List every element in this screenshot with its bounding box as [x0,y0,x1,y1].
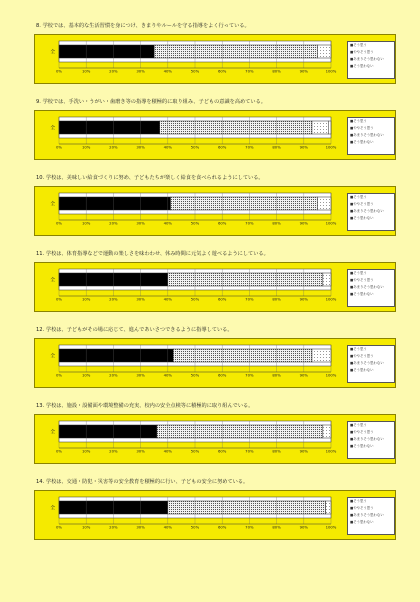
x-tick-label: 10% [81,372,91,378]
x-tick-label: 50% [190,296,200,302]
chart-panel [34,414,396,464]
x-tick-label: 40% [163,448,173,454]
legend-item: ■そう思う [350,499,367,503]
stacked-bar-chart [35,187,395,235]
x-tick-label: 30% [136,68,145,74]
legend-item: ■あまりそう思わない [350,209,384,213]
legend-item: ■ややそう思う [350,354,374,358]
bar-segment-2 [160,121,312,134]
chart-legend [347,269,395,307]
x-tick-label: 50% [190,68,200,74]
x-tick-label: 70% [245,296,254,302]
bar-segment-1 [59,349,173,362]
chart-legend [347,345,395,383]
x-tick-label: 80% [272,524,281,530]
x-tick-label: 70% [245,372,254,378]
bar-segment-1 [59,45,154,58]
x-tick-label: 0% [55,448,63,454]
x-tick-label: 90% [299,448,309,454]
x-tick-label: 100% [325,524,337,530]
question-title: 8. 学校では、基本的な生活習慣を身につけ、きまりやルールを守る指導をよく行っている。 [36,23,250,29]
bar-segment-3 [326,501,331,514]
x-tick-label: 50% [190,448,200,454]
x-tick-label: 30% [136,220,145,226]
x-tick-label: 50% [190,220,200,226]
x-tick-label: 60% [217,144,227,150]
bar-segment-3 [317,45,331,58]
legend-item: ■そう思う [350,271,367,275]
chart-legend [347,41,395,79]
category-label: 全 [50,278,55,283]
x-tick-label: 40% [163,220,173,226]
x-tick-label: 10% [81,524,91,530]
chart-panel [34,490,396,540]
legend-item: ■あまりそう思わない [350,361,384,365]
stacked-bar-chart [35,415,395,463]
legend-item: ■そう思わない [350,292,374,296]
x-tick-label: 10% [81,448,91,454]
x-tick-label: 10% [81,296,91,302]
x-tick-label: 70% [245,220,254,226]
question-title: 12. 学校は、子どもがその場に応じて、進んであいさつできるように指導している。 [36,327,233,333]
x-tick-label: 0% [55,220,63,226]
question-block [12,174,408,246]
x-tick-label: 60% [217,296,227,302]
x-tick-label: 70% [245,524,254,530]
x-tick-label: 90% [299,524,309,530]
x-tick-label: 0% [55,144,63,150]
bar-segment-3 [317,197,331,210]
x-tick-label: 80% [272,68,281,74]
x-tick-label: 20% [109,372,118,378]
x-tick-label: 100% [325,296,337,302]
stacked-bar-chart [35,35,395,83]
legend-item: ■そう思う [350,195,367,199]
stacked-bar-chart [35,263,395,311]
x-tick-label: 50% [190,144,200,150]
stacked-bar-chart [35,339,395,387]
x-tick-label: 20% [109,68,118,74]
legend-item: ■そう思わない [350,64,374,68]
bar-segment-3 [323,273,331,286]
category-label: 全 [50,50,55,55]
x-tick-label: 80% [272,296,281,302]
x-tick-label: 90% [299,144,309,150]
chart-panel [34,34,396,84]
x-tick-label: 0% [55,296,63,302]
x-tick-label: 20% [109,144,118,150]
x-tick-label: 0% [55,524,63,530]
bar-segment-3 [312,121,328,134]
legend-item: ■ややそう思う [350,278,374,282]
bar-segment-1 [59,197,171,210]
legend-item: ■そう思わない [350,444,374,448]
x-tick-label: 100% [325,68,337,74]
legend-item: ■ややそう思う [350,50,374,54]
bar-segment-2 [157,425,323,438]
x-tick-label: 50% [190,524,200,530]
stacked-bar-chart [35,111,395,159]
x-tick-label: 0% [55,372,63,378]
x-tick-label: 20% [109,220,118,226]
legend-item: ■そう思わない [350,216,374,220]
question-block [12,98,408,170]
x-tick-label: 80% [272,220,281,226]
stacked-bar-chart [35,491,395,539]
x-tick-label: 90% [299,372,309,378]
chart-legend [347,497,395,535]
x-tick-label: 30% [136,448,145,454]
x-tick-label: 40% [163,296,173,302]
bar-segment-2 [154,45,317,58]
x-tick-label: 60% [217,448,227,454]
category-label: 全 [50,126,55,131]
bar-segment-2 [168,273,323,286]
x-tick-label: 60% [217,68,227,74]
bar-segment-2 [168,501,326,514]
bar-segment-2 [173,349,312,362]
x-tick-label: 40% [163,144,173,150]
legend-item: ■そう思わない [350,368,374,372]
x-tick-label: 50% [190,372,200,378]
question-block [12,22,408,94]
x-tick-label: 60% [217,524,227,530]
question-title: 11. 学校は、体育指導などで運動の楽しさを味わわせ、休み時間に元気よく遊べるようにしている。 [36,251,269,257]
x-tick-label: 100% [325,220,337,226]
chart-panel [34,110,396,160]
x-tick-label: 90% [299,296,309,302]
x-tick-label: 20% [109,524,118,530]
question-block [12,326,408,398]
legend-item: ■そう思う [350,43,367,47]
chart-panel [34,338,396,388]
legend-item: ■そう思わない [350,140,374,144]
question-title: 10. 学校は、美味しい給食づくりに努め、子どもたちが楽しく給食を食べられるようにしている。 [36,175,264,181]
question-block [12,402,408,474]
legend-item: ■そう思う [350,423,367,427]
question-title: 13. 学校は、施設・設備面や環境整備の充実、校内の安全点検等に積極的に取り組んでいる。 [36,403,254,409]
x-tick-label: 70% [245,144,254,150]
legend-item: ■あまりそう思わない [350,57,384,61]
x-tick-label: 60% [217,220,227,226]
x-tick-label: 20% [109,296,118,302]
bar-segment-3 [312,349,331,362]
legend-item: ■あまりそう思わない [350,513,384,517]
bar-segment-2 [171,197,318,210]
category-label: 全 [50,506,55,511]
x-tick-label: 80% [272,448,281,454]
chart-legend [347,193,395,231]
x-tick-label: 10% [81,220,91,226]
x-tick-label: 90% [299,68,309,74]
legend-item: ■あまりそう思わない [350,133,384,137]
x-tick-label: 70% [245,68,254,74]
x-tick-label: 80% [272,372,281,378]
x-tick-label: 20% [109,448,118,454]
legend-item: ■あまりそう思わない [350,285,384,289]
legend-item: ■あまりそう思わない [350,437,384,441]
x-tick-label: 30% [136,144,145,150]
legend-item: ■そう思う [350,347,367,351]
x-tick-label: 0% [55,68,63,74]
category-label: 全 [50,354,55,359]
x-tick-label: 10% [81,144,91,150]
question-block [12,250,408,322]
chart-panel [34,262,396,312]
legend-item: ■ややそう思う [350,430,374,434]
x-tick-label: 60% [217,372,227,378]
bar-segment-1 [59,121,160,134]
x-tick-label: 40% [163,372,173,378]
legend-item: ■ややそう思う [350,202,374,206]
chart-panel [34,186,396,236]
x-tick-label: 40% [163,68,173,74]
x-tick-label: 70% [245,448,254,454]
category-label: 全 [50,430,55,435]
bar-segment-3 [323,425,331,438]
legend-item: ■ややそう思う [350,126,374,130]
question-title: 9. 学校では、手洗い・うがい・歯磨き等の指導を積極的に取り組み、子どもの意識を高めている。 [36,99,266,105]
x-tick-label: 100% [325,144,337,150]
category-label: 全 [50,202,55,207]
question-title: 14. 学校は、交通・防犯・災害等の安全教育を積極的に行い、子どもの安全に努めている。 [36,479,249,485]
bar-segment-1 [59,425,157,438]
question-block [12,478,408,550]
legend-item: ■そう思う [350,119,367,123]
x-tick-label: 30% [136,296,145,302]
chart-legend [347,421,395,459]
chart-legend [347,117,395,155]
x-tick-label: 30% [136,372,145,378]
legend-item: ■そう思わない [350,520,374,524]
legend-item: ■ややそう思う [350,506,374,510]
x-tick-label: 80% [272,144,281,150]
x-tick-label: 90% [299,220,309,226]
x-tick-label: 100% [325,448,337,454]
x-tick-label: 30% [136,524,145,530]
x-tick-label: 100% [325,372,337,378]
bar-segment-4 [328,121,331,134]
x-tick-label: 40% [163,524,173,530]
x-tick-label: 10% [81,68,91,74]
